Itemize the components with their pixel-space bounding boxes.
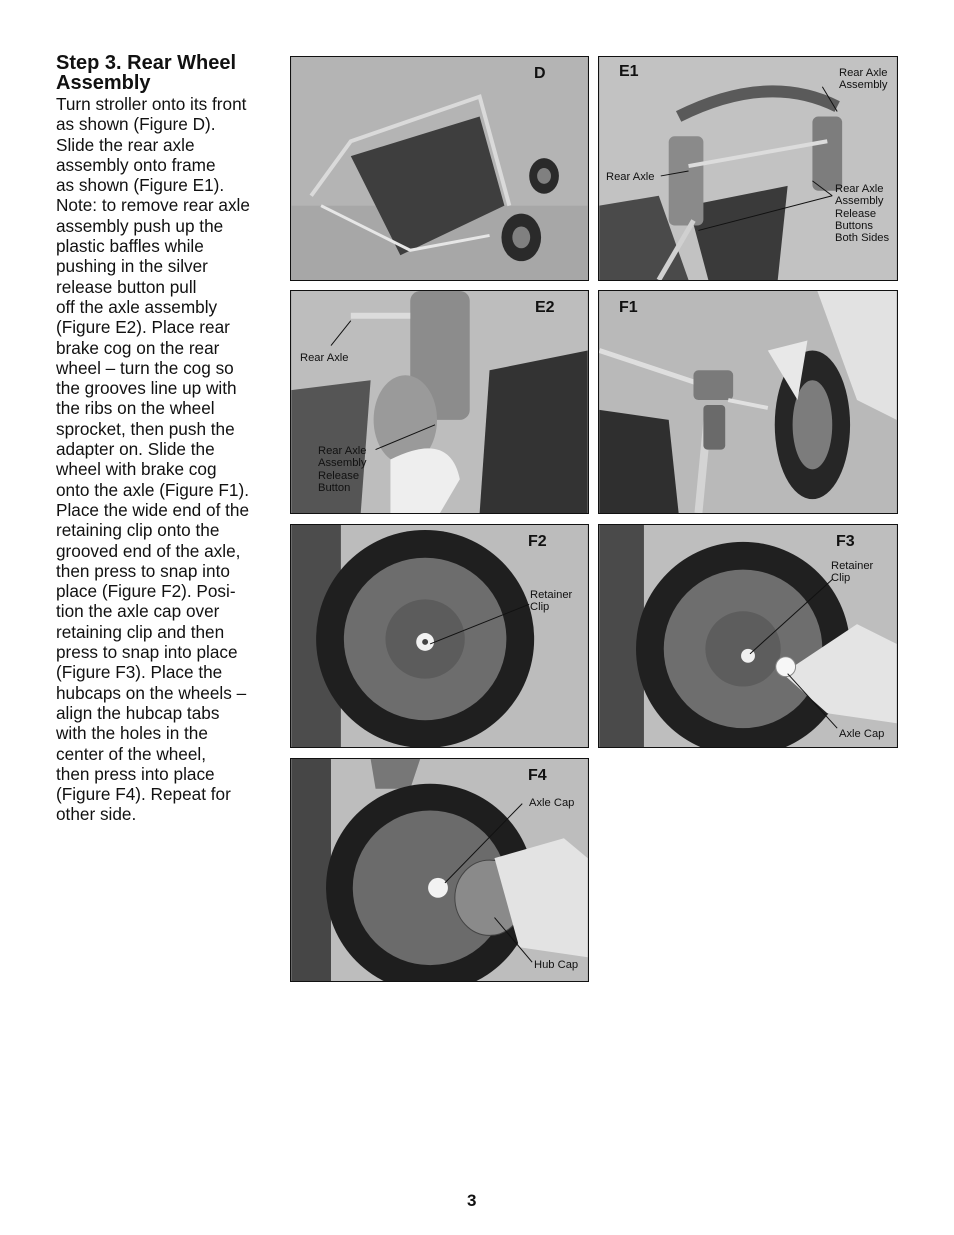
instruction-line: (Figure F3). Place the (56, 662, 223, 683)
figure-e1 (598, 56, 898, 281)
instruction-line: off the axle assembly (56, 296, 218, 317)
callout-retainer-clip: Retainer Clip (530, 589, 573, 614)
instruction-line: Note: to remove rear axle (56, 195, 250, 216)
instruction-line: align the hubcap tabs (56, 702, 220, 723)
instruction-line: retaining clip and then (56, 621, 225, 642)
figure-f2-photo (291, 525, 588, 747)
instruction-line: retaining clip onto the (56, 520, 220, 541)
instruction-line: the ribs on the wheel (56, 398, 215, 419)
step-instructions (56, 94, 271, 825)
figure-d (290, 56, 589, 281)
instruction-line: onto the axle (Figure F1). (56, 479, 249, 500)
figure-f1-photo (599, 291, 897, 513)
instruction-line: then press into place (56, 763, 215, 784)
instruction-line: wheel with brake cog (56, 459, 217, 480)
instruction-line: with the holes in the (56, 723, 208, 744)
figure-e2 (290, 290, 589, 514)
instruction-line: sprocket, then push the (56, 418, 235, 439)
figure-d-label: D (534, 65, 546, 82)
figure-f1 (598, 290, 898, 514)
instruction-line: hubcaps on the wheels – (56, 682, 247, 703)
instruction-line: as shown (Figure D). (56, 114, 216, 135)
step-heading (56, 53, 271, 93)
callout-hub-cap: Hub Cap (534, 959, 579, 971)
figure-f4 (290, 758, 589, 982)
instruction-line: release button pull (56, 276, 197, 297)
instruction-line: then press to snap into (56, 560, 230, 581)
figure-f1-label: F1 (619, 299, 638, 316)
figure-f2-label: F2 (528, 533, 547, 550)
instruction-line: the grooves line up with (56, 378, 237, 399)
figure-e2-label: E2 (535, 299, 555, 316)
instruction-line: other side. (56, 804, 137, 825)
figure-f4-label: F4 (528, 767, 547, 784)
instruction-line: press to snap into place (56, 642, 238, 663)
callout-rear-axle-assembly: Rear Axle Assembly (839, 67, 888, 92)
figure-f4-photo (291, 759, 588, 981)
instruction-line: tion the axle cap over (56, 601, 220, 622)
instruction-line: (Figure E2). Place rear (56, 317, 230, 338)
instruction-line: wheel – turn the cog so (56, 357, 234, 378)
callout-release-buttons: Rear Axle Assembly Release Buttons Both Sides (835, 183, 890, 245)
instruction-line: plastic baffles while (56, 236, 204, 257)
instruction-line: grooved end of the axle, (56, 540, 241, 561)
figure-f3-label: F3 (836, 533, 855, 550)
callout-release-button: Rear Axle Assembly Release Button (318, 445, 367, 494)
figure-f3-photo (599, 525, 897, 747)
figure-d-photo (291, 57, 588, 280)
callout-retainer-clip: Retainer Clip (831, 560, 874, 585)
instruction-line: adapter on. Slide the (56, 439, 215, 460)
instruction-line: pushing in the silver (56, 256, 208, 277)
step-title-line-2: Assembly (56, 72, 151, 94)
page-number: 3 (467, 1191, 477, 1210)
figure-f2 (290, 524, 589, 748)
instruction-line: brake cog on the rear (56, 337, 220, 358)
figure-e1-label: E1 (619, 63, 639, 80)
instruction-line: assembly onto frame (56, 154, 216, 175)
instruction-line: Slide the rear axle (56, 134, 195, 155)
step-title-line-1: Step 3. Rear Wheel (56, 52, 237, 74)
instruction-line: Place the wide end of the (56, 499, 250, 520)
callout-rear-axle: Rear Axle (606, 171, 655, 183)
callout-rear-axle: Rear Axle (300, 352, 349, 364)
callout-axle-cap: Axle Cap (529, 797, 575, 809)
instruction-line: assembly push up the (56, 215, 224, 236)
callout-axle-cap: Axle Cap (839, 728, 885, 740)
instruction-line: place (Figure F2). Posi- (56, 581, 236, 602)
instruction-line: center of the wheel, (56, 743, 207, 764)
instruction-line: as shown (Figure E1). (56, 175, 225, 196)
instruction-line: (Figure F4). Repeat for (56, 784, 231, 805)
instruction-line: Turn stroller onto its front (56, 94, 247, 114)
figure-f3 (598, 524, 898, 748)
